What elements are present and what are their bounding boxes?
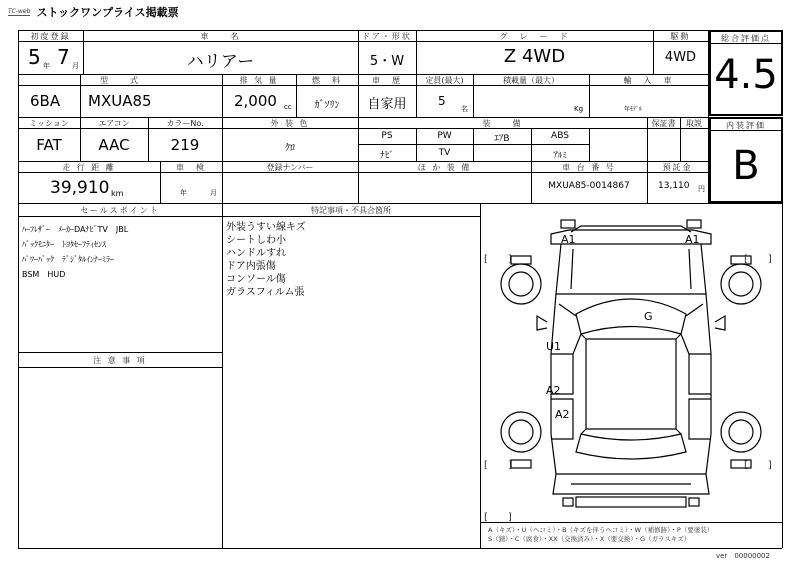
mileage-label: 走 行 距 離 — [62, 163, 116, 172]
mileage-unit: km — [111, 189, 124, 198]
note-line: コンソール傷 — [226, 274, 286, 285]
version-label: ver 00000002 — [716, 552, 770, 560]
vin-label: 車 台 番 号 — [562, 163, 616, 172]
legend-line-2: S（錆）・C（腐食）・XX（交換済み）・X（要交換）・G（ガラスキズ） — [488, 535, 691, 543]
capacity-unit: 名 — [461, 105, 468, 113]
capacity: 5 — [438, 94, 446, 108]
displacement-label: 排 気 量 — [239, 76, 279, 85]
interior-score-box — [709, 117, 783, 203]
deposit-label: 預託金 — [662, 163, 693, 172]
sales-point-line: ﾊﾞｯｸﾓﾆﾀｰ ﾄﾖﾀｾｰﾌﾃｨｾﾝｽ — [22, 240, 106, 249]
equip-ps: PS — [381, 131, 393, 141]
car-name: ハリアー — [186, 52, 255, 72]
equip-abs: ABS — [551, 131, 569, 141]
interior-score-value: B — [732, 143, 760, 189]
model-code: MXUA85 — [88, 92, 152, 110]
mileage: 39,910 — [50, 178, 110, 198]
form-header — [8, 4, 179, 20]
reg-date-label: 初度登録 — [30, 32, 71, 41]
reg-month: 7 — [57, 45, 70, 69]
sales-point-line: BSM HUD — [22, 270, 66, 279]
capacity-label: 定員(最大) — [425, 76, 464, 85]
displacement: 2,000 — [234, 92, 277, 110]
load-label: 積載量（最大） — [503, 76, 559, 85]
grade: Z 4WD — [503, 46, 566, 67]
damage-mark-rear-left-door: A2 — [546, 384, 561, 397]
damage-mark-front-left: A1 — [561, 233, 576, 246]
damage-mark-windshield: G — [644, 310, 653, 323]
drive-label: 駆動 — [670, 32, 691, 41]
legend-line-1: A（キズ）・U（ヘコミ）・B（キズを伴うヘコミ）・W（補修跡）・P（要塗装） — [488, 526, 714, 534]
equipment-label: 装 備 — [482, 119, 523, 128]
note-line: 外装うすい線キズ — [226, 222, 306, 233]
mission-label: ミッション — [29, 119, 69, 128]
reg-year-unit: 年 — [43, 62, 50, 70]
fuel: ｶﾞｿﾘﾝ — [314, 100, 340, 111]
color-no: 219 — [170, 136, 200, 154]
aircon-label: エアコン — [98, 119, 130, 128]
note-line: シートしわ小 — [226, 235, 286, 246]
equip-alloy: ｱﾙﾐ — [553, 151, 567, 161]
model-prefix: 6BA — [30, 92, 61, 110]
drive: 4WD — [664, 50, 697, 65]
overall-score-box — [709, 30, 783, 116]
grade-label: グ レ ー ド — [499, 32, 570, 41]
reg-month-unit: 月 — [72, 62, 79, 70]
form-title: ストックワンプライス掲載票 — [36, 6, 179, 19]
tc-web-logo: TC-web — [8, 8, 31, 15]
sales-points-label: セールスポイント — [80, 206, 160, 215]
door-shape: 5・W — [369, 54, 405, 69]
other-equip-label: ほ か 装 備 — [417, 163, 472, 172]
tire-bracket-front-left: [ ] — [484, 254, 512, 265]
mission: FAT — [36, 136, 62, 154]
special-notes-list — [226, 221, 306, 299]
sales-point-line: ﾊｰﾌﾚｻﾞｰ ﾒｰｶｰDAﾅﾋﾞTV JBL — [22, 225, 129, 234]
tire-bracket-rear-left: [ ] — [484, 460, 512, 471]
tire-bracket-front-right: [ ] — [744, 254, 772, 265]
displacement-unit: cc — [284, 103, 292, 111]
overall-score-value: 4.5 — [714, 52, 778, 98]
equip-tv: TV — [438, 148, 451, 158]
note-line: ドア内張傷 — [226, 261, 276, 272]
deposit-unit: 円 — [698, 185, 705, 193]
tire-bracket-rear-right: [ ] — [744, 460, 772, 471]
note-line: ガラスフィルム張 — [226, 287, 305, 298]
car-damage-diagram — [481, 204, 781, 522]
history-label: 車 歴 — [372, 76, 402, 85]
manual-label: 取説 — [686, 119, 702, 128]
exterior-color: ｸﾛ — [285, 143, 295, 154]
equip-pw: PW — [437, 131, 452, 141]
overall-score-label: 総合評価点 — [721, 34, 771, 43]
caution-label: 注 意 事 項 — [93, 356, 147, 365]
damage-legend — [488, 526, 713, 544]
exterior-color-label: 外 装 色 — [270, 119, 310, 128]
special-notes-label: 特記事項・不具合箇所 — [311, 206, 391, 215]
inspection-month: 月 — [210, 189, 217, 197]
load-unit: Kg — [574, 105, 584, 113]
usage-history: 自家用 — [367, 97, 407, 112]
sales-point-line: ﾊﾟﾜｰﾊﾞｯｸ ﾃﾞｼﾞﾀﾙｲﾝﾅｰﾐﾗｰ — [22, 255, 114, 264]
damage-mark-front-right: A1 — [685, 233, 700, 246]
fuel-label: 燃 料 — [312, 76, 342, 85]
inspection-label: 車 検 — [176, 163, 206, 172]
aircon: AAC — [98, 136, 130, 154]
vin: MXUA85-0014867 — [548, 181, 630, 191]
deposit: 13,110 — [658, 181, 690, 191]
inspection-year: 年 — [180, 189, 187, 197]
damage-mark-rear-left: A2 — [555, 408, 570, 421]
import-label: 輸 入 車 — [623, 76, 674, 85]
spare-bracket: [ ] — [484, 512, 512, 523]
note-line: ハンドルすれ — [226, 248, 286, 259]
reg-year: 5 — [28, 45, 41, 69]
equip-airbag: ｴｱB — [494, 134, 510, 144]
color-no-label: カラーNo. — [166, 119, 204, 128]
damage-mark-left-door: U1 — [546, 340, 562, 353]
import-model-year: 年ﾓﾃﾞﾙ — [624, 106, 643, 113]
equip-navi: ﾅﾋﾞ — [380, 151, 394, 161]
model-type-label: 型 式 — [100, 76, 140, 85]
car-name-label: 車 名 — [200, 32, 241, 41]
plate-label: 登録ナンバー — [266, 163, 314, 172]
door-label: ドア・形状 — [362, 32, 412, 41]
interior-score-label: 内装評価 — [726, 121, 766, 130]
sales-points-list — [22, 222, 128, 282]
warranty-label: 保証書 — [651, 119, 676, 128]
